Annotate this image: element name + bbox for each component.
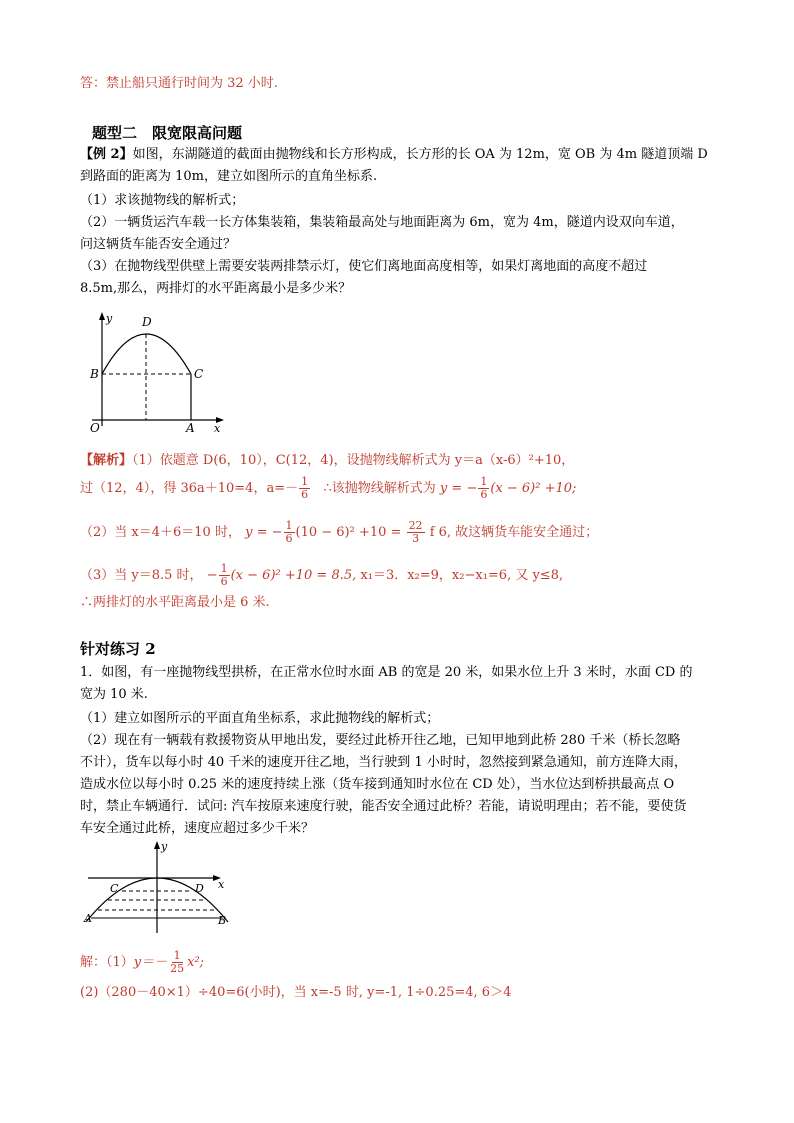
analysis-a3-tail: x₁＝3．x₂=9，x₂−x₁=6, 又 y≤8,	[360, 568, 564, 583]
expr-y-1: y = −	[439, 481, 478, 496]
answer-top: 答：禁止船只通行时间为 32 小时.	[80, 76, 278, 91]
analysis-line-4	[80, 563, 563, 588]
practice-q2-2: 不计），货车以每小时 40 千米的速度开往乙地，当行驶到 1 小时时，忽然接到紧急通知，前方连降大雨，	[80, 755, 687, 770]
example-q1: （1）求该抛物线的解析式；	[80, 193, 245, 208]
practice-q2-5: 车安全通过此桥，速度应超过多少千米？	[80, 821, 315, 836]
label-o: O	[90, 421, 100, 435]
label-a-2: A	[84, 912, 92, 925]
practice-title: 针对练习 2	[80, 640, 156, 658]
label-y: y	[106, 312, 113, 325]
analysis-line-1	[80, 452, 574, 470]
fraction-1-6-d: $\frac{1}{6}$	[220, 562, 228, 588]
example-q2-2: 问这辆货车能否安全通过？	[80, 237, 237, 252]
analysis-a1b-post: ∴该抛物线解析式为	[323, 481, 436, 496]
expr-y-2-mid: (10 − 6)² +10 =	[295, 525, 402, 540]
label-d: D	[142, 315, 152, 329]
y-axis-arrow	[99, 312, 105, 320]
solution-s2: (2)（280－40×1）÷40=6(小时)，当 x=-5 时, y=-1, 1÷0.25=4, 6＞4	[80, 985, 512, 1000]
analysis-a3-pre: （3）当 y＝8.5 时，	[80, 568, 203, 583]
analysis-a4: ∴两排灯的水平距离最小是 6 米.	[80, 595, 270, 610]
expr-y-2: y = −	[245, 525, 283, 540]
practice-q1: （1）建立如图所示的平面直角坐标系，求此抛物线的解析式；	[80, 711, 440, 726]
practice-q2-3: 造成水位以每小时 0.25 米的速度持续上涨（货车接到通知时水位在 CD 处），当水位达到桥拱最高点 O	[80, 777, 675, 792]
label-y-2: y	[161, 840, 168, 853]
fraction-1-25: $\frac{1}{25}$	[170, 949, 185, 975]
fraction-22-3: $\frac{22}{3}$	[408, 519, 423, 545]
example-tag: 【例 2】	[80, 147, 133, 162]
example-q2-1: （2）一辆货运汽车载一长方体集装箱，集装箱最高处与地面距离为 6m，宽为 4m，隧道内设双向车道，	[80, 215, 684, 230]
expr-y-1-tail: (x − 6)² +10;	[490, 481, 577, 496]
label-b-2: B	[218, 914, 227, 927]
example-q3-2: 8.5m,那么，两排灯的水平距离最小是多少米？	[80, 281, 352, 296]
practice-p1-2: 宽为 10 米.	[80, 687, 148, 702]
label-b: B	[90, 367, 99, 381]
label-a: A	[186, 421, 195, 435]
analysis-a2-post: f 6, 故这辆货车能安全通过；	[429, 525, 599, 540]
example-text-1: 如图，东湖隧道的截面由抛物线和长方形构成，长方形的长 OA 为 12m，宽 OB 为 4m 隧道顶端 D	[132, 147, 708, 162]
expr-y-3: −	[206, 568, 218, 583]
parabola-arc	[102, 334, 191, 374]
label-c: C	[194, 367, 204, 381]
analysis-a2-pre: （2）当 x＝4＋6＝10 时，	[80, 525, 241, 540]
fraction-1-6: $\frac{1}{6}$	[301, 475, 309, 501]
solution-line-1	[80, 950, 204, 975]
y-axis-2-arrow	[154, 841, 160, 849]
analysis-a1b-pre: 过（12，4），得 36a＋10=4，a=－	[80, 481, 299, 496]
analysis-line-3	[80, 520, 598, 545]
practice-q2-1: （2）现在有一辆载有救援物资从甲地出发，要经过此桥开往乙地，已知甲地到此桥 280 千米（桥长忽略	[80, 733, 681, 748]
expr-y-3-tail: (x − 6)² +10 = 8.5,	[230, 568, 357, 583]
label-c-2: C	[110, 882, 119, 895]
analysis-a1: （1）依题意 D(6，10），C(12，4)，设抛物线解析式为 y＝a（x-6）²+10，	[132, 453, 575, 468]
example-q3-1: （3）在抛物线型供壁上需要安装两排禁示灯，使它们离地面高度相等，如果灯离地面的高度不超过	[80, 259, 648, 274]
example-text-2: 到路面的距离为 10m，建立如图所示的直角坐标系.	[80, 169, 378, 184]
section-title: 题型二 限宽限高问题	[92, 124, 243, 142]
practice-q2-4: 时，禁止车辆通行．试问: 汽车按原来速度行驶，能否安全通过此桥？若能，请说明理由；若不能，要使货	[80, 799, 687, 814]
label-d-2: D	[195, 882, 204, 895]
analysis-line-2	[80, 476, 576, 501]
analysis-tag: 【解析】	[80, 453, 133, 468]
tunnel-figure	[80, 308, 230, 436]
solution-expr-post: x²;	[187, 955, 205, 970]
label-x-2: x	[218, 878, 225, 891]
fraction-1-6-c: $\frac{1}{6}$	[285, 519, 293, 545]
solution-expr-pre: y＝－	[133, 955, 168, 970]
example-line-1	[80, 146, 708, 164]
label-x: x	[214, 422, 221, 435]
bridge-figure	[82, 838, 232, 938]
solution-s1-pre: 解：（1）	[80, 955, 134, 970]
fraction-1-6-b: $\frac{1}{6}$	[480, 475, 488, 501]
practice-p1-1: 1．如图，有一座抛物线型拱桥，在正常水位时水面 AB 的宽是 20 米，如果水位上升 3 米时，水面 CD 的	[80, 665, 693, 680]
